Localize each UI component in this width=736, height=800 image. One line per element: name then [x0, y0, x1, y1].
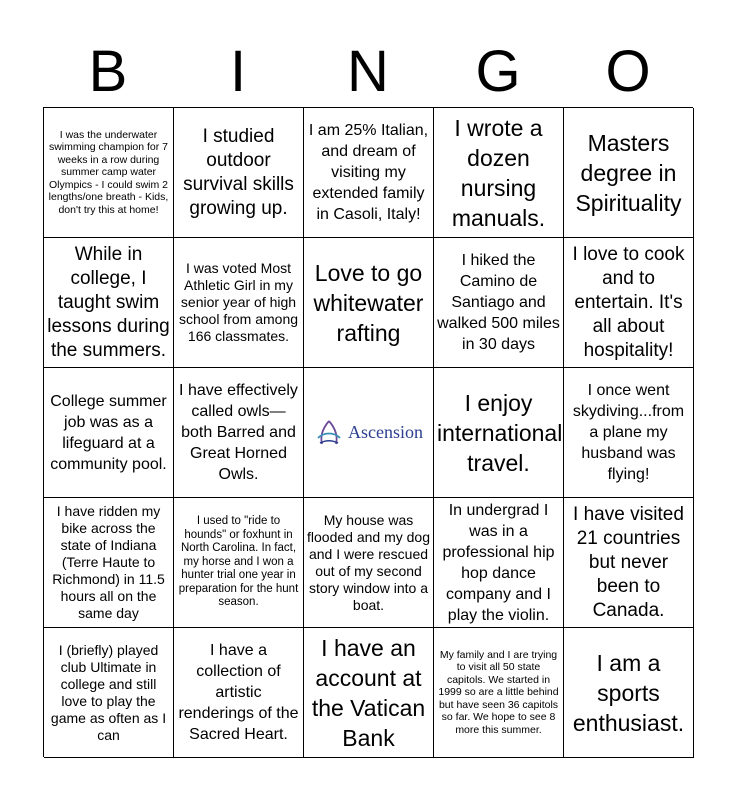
cell-text: I love to cook and to entertain. It's all about hospitality! [572, 243, 685, 361]
bingo-cell[interactable] [174, 498, 304, 628]
bingo-cell[interactable] [174, 628, 304, 758]
bingo-cell[interactable] [304, 498, 434, 628]
cell-text: I once went skydiving...from a plane my husband was flying! [572, 382, 685, 483]
bingo-cell[interactable] [44, 628, 174, 758]
cell-text: Love to go whitewater rafting [313, 259, 424, 346]
cell-text: College summer job was as a lifeguard at a community pool. [50, 392, 167, 473]
cell-text: I was the underwater swimming champion for 7 weeks in a row during summer camp water Olympics - I could swim 2 lengths/one breath - Kids, don't try this at home! [48, 128, 169, 216]
bingo-cell[interactable] [434, 498, 564, 628]
cell-text: I have an account at the Vatican Bank [311, 634, 426, 751]
bingo-cell[interactable] [44, 238, 174, 368]
cell-text: I hiked the Camino de Santiago and walked 500 miles in 30 days [437, 252, 560, 353]
cell-text: While in college, I taught swim lessons during the summers. [47, 243, 170, 361]
bingo-cell[interactable] [564, 628, 694, 758]
bingo-cell[interactable] [44, 498, 174, 628]
free-space-logo[interactable] [304, 368, 434, 498]
bingo-cell[interactable] [174, 368, 304, 498]
bingo-cell[interactable] [304, 628, 434, 758]
bingo-cell[interactable] [564, 238, 694, 368]
bingo-cell[interactable] [434, 238, 564, 368]
bingo-cell[interactable] [44, 368, 174, 498]
header-letter-o: O [605, 39, 651, 104]
cell-text: I (briefly) played club Ultimate in college and still love to play the game as often as I can [50, 641, 167, 743]
cell-text: I have visited 21 countries but never been to Canada. [573, 503, 684, 621]
bingo-cell[interactable] [174, 238, 304, 368]
bingo-cell[interactable] [174, 108, 304, 238]
bingo-cell[interactable] [564, 368, 694, 498]
bingo-cell[interactable] [304, 108, 434, 238]
cell-text: Masters degree in Spirituality [575, 129, 682, 216]
bingo-cell[interactable] [434, 368, 564, 498]
cell-text: I am a sports enthusiast. [572, 649, 685, 736]
bingo-cell[interactable] [564, 498, 694, 628]
cell-text: I was voted Most Athletic Girl in my senior year of high school from among 166 classmates. [178, 260, 299, 344]
bingo-cell[interactable] [434, 628, 564, 758]
ascension-logo-icon [314, 418, 344, 448]
cell-text: I enjoy international travel. [437, 389, 563, 476]
cell-text: I am 25% Italian, and dream of visiting my extended family in Casoli, Italy! [308, 122, 429, 223]
bingo-header [43, 38, 693, 106]
header-letter-g: G [475, 39, 521, 104]
cell-text: I have ridden my bike across the state of Indiana (Terre Haute to Richmond) in 11.5 hours all on the same day [52, 503, 165, 621]
bingo-grid [43, 107, 693, 757]
cell-text: I have effectively called owls—both Barred and Great Horned Owls. [179, 382, 298, 483]
header-letter-i: I [229, 39, 247, 104]
bingo-cell[interactable] [44, 108, 174, 238]
logo-text: Ascension [348, 422, 423, 442]
cell-text: I wrote a dozen nursing manuals. [451, 114, 546, 231]
header-letter-n: N [347, 39, 389, 104]
bingo-cell[interactable] [564, 108, 694, 238]
cell-text: I used to "ride to hounds" or foxhunt in North Carolina. In fact, my horse and I won a hunter trial one year in preparation for the hunt season. [178, 515, 299, 609]
cell-text: I have a collection of artistic renderings of the Sacred Heart. [178, 642, 299, 743]
header-letter-b: B [88, 39, 128, 104]
cell-text: In undergrad I was in a professional hip hop dance company and I play the violin. [442, 501, 555, 624]
cell-text: My house was flooded and my dog and I were rescued out of my second story window into a boat. [307, 511, 430, 613]
cell-text: My family and I are trying to visit all 50 state capitols. We started in 1999 so are a little behind but have seen 36 capitols so far. We hope to see 8 more this summer. [438, 648, 559, 736]
bingo-cell[interactable] [434, 108, 564, 238]
bingo-cell[interactable] [304, 238, 434, 368]
cell-text: I studied outdoor survival skills growing up. [183, 125, 294, 219]
